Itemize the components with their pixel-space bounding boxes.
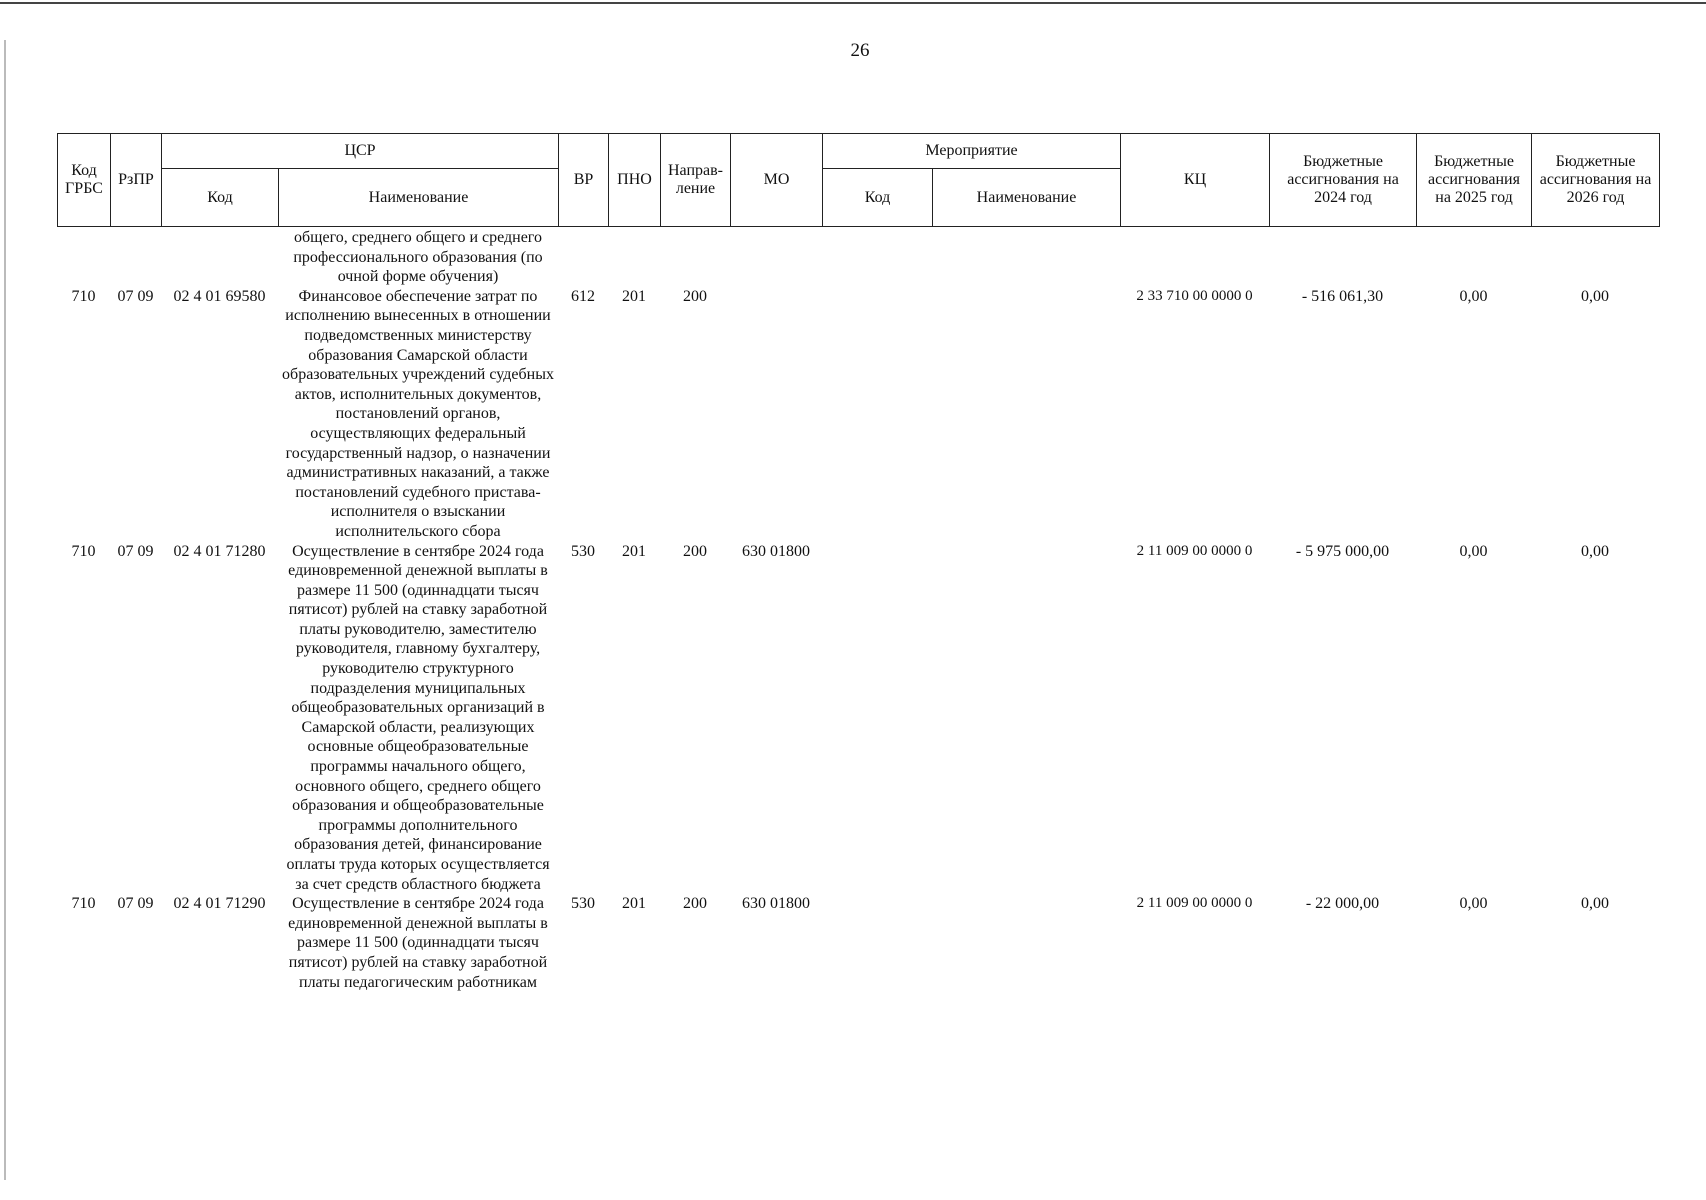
cell-mer-name <box>932 894 1120 992</box>
cell-rzpr <box>110 228 161 287</box>
cell-b2026: 0,00 <box>1581 895 1609 913</box>
cell-napr: 200 <box>683 287 707 305</box>
cell-rzpr: 07 09 <box>117 287 154 305</box>
top-rule <box>0 2 1706 4</box>
cell-mer-name <box>932 287 1120 542</box>
col-mer-kod: Код <box>823 169 933 227</box>
cell-vr: 612 <box>571 287 595 305</box>
cell-kc: 2 33 710 00 0000 0 <box>1136 287 1253 304</box>
col-mer-name: Наименование <box>933 169 1121 227</box>
table-header <box>57 133 1660 227</box>
col-vr: ВР <box>559 134 609 227</box>
cell-name: Финансовое обеспечение затрат по исполнению вынесенных в отношении подведомственных министерству образования Самарской области образовательных учреждений судебных актов, исполнительных документов, постановлений органов, осуществляющих федеральный государственный надзор, о назначении административных наказаний, а также постановлений судебного пристава-исполнителя о взыскании исполнительского сбора <box>282 287 554 540</box>
cell-grbs: 710 <box>71 895 96 913</box>
cell-mer-kod <box>822 228 932 287</box>
cell-b2026 <box>1531 228 1659 287</box>
col-b2024: Бюджетные ассигнования на 2024 год <box>1270 134 1417 227</box>
cell-pno <box>608 228 660 287</box>
cell-kc: 2 11 009 00 0000 0 <box>1136 542 1253 559</box>
col-b2025: Бюджетные ассигнования на 2025 год <box>1417 134 1532 227</box>
cell-b2024: - 516 061,30 <box>1301 287 1384 305</box>
cell-grbs <box>57 228 110 287</box>
cell-b2026: 0,00 <box>1581 287 1609 305</box>
cell-vr <box>558 228 608 287</box>
col-napravlenie: Направ-ление <box>661 134 731 227</box>
col-kc: КЦ <box>1121 134 1270 227</box>
cell-b2025: 0,00 <box>1459 542 1488 560</box>
cell-b2025: 0,00 <box>1459 895 1488 913</box>
col-pno: ПНО <box>609 134 661 227</box>
cell-grbs: 710 <box>71 287 96 305</box>
cell-rzpr: 07 09 <box>117 542 154 560</box>
cell-b2024 <box>1269 228 1416 287</box>
cell-mo <box>730 287 822 542</box>
cell-napr <box>660 228 730 287</box>
cell-mer-kod <box>822 287 932 542</box>
cell-mer-name <box>932 228 1120 287</box>
col-rzpr: РзПР <box>111 134 162 227</box>
col-b2026: Бюджетные ассигнования на 2026 год <box>1532 134 1660 227</box>
cell-mo: 630 01800 <box>742 895 810 913</box>
cell-b2026: 0,00 <box>1581 542 1609 560</box>
col-meropriyatie: Мероприятие <box>823 134 1121 169</box>
table-row <box>57 542 1659 895</box>
page-number: 26 <box>850 40 870 61</box>
cell-pno: 201 <box>622 542 646 560</box>
cell-b2024: - 5 975 000,00 <box>1295 542 1390 560</box>
cell-mo: 630 01800 <box>742 542 810 560</box>
col-csr-name: Наименование <box>279 169 559 227</box>
col-kod-grbs: Код ГРБС <box>58 134 111 227</box>
cell-vr: 530 <box>571 542 595 560</box>
cell-kc: 2 11 009 00 0000 0 <box>1136 895 1253 912</box>
table-row <box>57 287 1659 542</box>
table-row <box>57 894 1659 992</box>
cell-name: общего, среднего общего и среднего профессионального образования (по очной форме обучения) <box>293 229 543 286</box>
cell-pno: 201 <box>622 287 646 305</box>
cell-b2025: 0,00 <box>1459 287 1488 305</box>
cell-mer-kod <box>822 542 932 895</box>
left-margin-line <box>4 40 6 1180</box>
cell-vr: 530 <box>571 895 595 913</box>
cell-csr-kod: 02 4 01 71280 <box>173 542 266 560</box>
cell-b2025 <box>1416 228 1531 287</box>
cell-csr-kod: 02 4 01 69580 <box>173 287 266 305</box>
cell-csr-kod <box>161 228 278 287</box>
cell-napr: 200 <box>683 895 707 913</box>
cell-mer-name <box>932 542 1120 895</box>
table-row <box>57 228 1659 287</box>
col-csr: ЦСР <box>162 134 559 169</box>
cell-name: Осуществление в сентябре 2024 года единовременной денежной выплаты в размере 11 500 (одиннадцати тысяч пятисот) рублей на ставку заработной платы руководителю, заместителю руководителя, главному бухгалтеру, руководителю структурного подразделения муниципальных общеобразовательных организаций в Самарской области, реализующих основные общеобразовательные программы начального общего, основного общего, среднего общего образования и общеобразовательные программы дополнительного образования детей, финансирование оплаты труда которых осуществляется за счет средств областного бюджета <box>286 542 550 893</box>
cell-csr-kod: 02 4 01 71290 <box>173 895 266 913</box>
col-csr-kod: Код <box>162 169 279 227</box>
cell-mer-kod <box>822 894 932 992</box>
cell-mo <box>730 228 822 287</box>
cell-b2024: - 22 000,00 <box>1305 895 1380 913</box>
col-mo: МО <box>731 134 823 227</box>
cell-name: Осуществление в сентябре 2024 года единовременной денежной выплаты в размере 11 500 (одиннадцати тысяч пятисот) рублей на ставку заработной платы педагогическим работникам <box>288 895 548 991</box>
table-body <box>57 228 1659 992</box>
cell-grbs: 710 <box>71 542 96 560</box>
cell-pno: 201 <box>622 895 646 913</box>
cell-napr: 200 <box>683 542 707 560</box>
cell-rzpr: 07 09 <box>117 895 154 913</box>
cell-kc <box>1120 228 1269 287</box>
